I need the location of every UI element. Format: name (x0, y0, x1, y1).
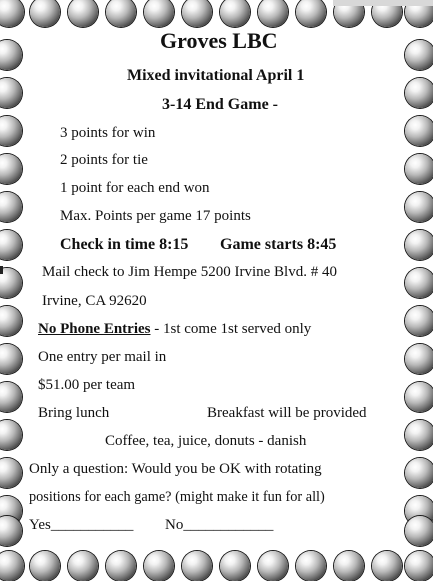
bowling-ball-icon (405, 344, 433, 374)
points-max: Max. Points per game 17 points (60, 208, 251, 224)
bowling-ball-icon (0, 116, 22, 146)
bowling-ball-icon (0, 230, 22, 260)
bowling-ball-icon (68, 551, 98, 581)
bowling-ball-icon (296, 551, 326, 581)
no-phone-entries: No Phone Entries (38, 321, 151, 337)
bowling-ball-icon (106, 551, 136, 581)
answer-yes: Yes___________ (29, 517, 134, 533)
bowling-ball-icon (405, 458, 433, 488)
question-line2: positions for each game? (might make it fun for all) (29, 489, 325, 505)
bowling-ball-icon (0, 516, 22, 546)
bowling-ball-icon (0, 154, 22, 184)
bowling-ball-icon (0, 78, 22, 108)
bring-lunch: Bring lunch (38, 405, 110, 421)
bowling-ball-icon (0, 268, 22, 298)
bowling-ball-icon (0, 192, 22, 222)
bowling-ball-icon (405, 40, 433, 70)
bowling-ball-icon (405, 306, 433, 336)
mail-address-line2: Irvine, CA 92620 (42, 293, 147, 309)
bowling-ball-icon (106, 0, 136, 27)
bowling-ball-icon (0, 458, 22, 488)
bowling-ball-icon (220, 0, 250, 27)
breakfast-menu: Coffee, tea, juice, donuts - danish (105, 433, 307, 449)
bowling-ball-icon (372, 551, 402, 581)
edge-mark (0, 266, 3, 274)
bowling-ball-icon (405, 192, 433, 222)
phone-entries-line (38, 320, 311, 338)
bowling-ball-icon (0, 420, 22, 450)
team-price: $51.00 per team (38, 377, 136, 393)
flyer-title: Groves LBC (160, 28, 278, 53)
bowling-ball-icon (258, 0, 288, 27)
bowling-ball-icon (405, 382, 433, 412)
bowling-ball-icon (0, 551, 24, 581)
bowling-ball-icon (405, 78, 433, 108)
bowling-ball-icon (220, 551, 250, 581)
flyer-subtitle: Mixed invitational April 1 (127, 67, 305, 84)
bowling-ball-icon (405, 154, 433, 184)
bowling-ball-icon (296, 0, 326, 27)
points-end: 1 point for each end won (60, 180, 210, 196)
bowling-ball-icon (0, 344, 22, 374)
bowling-ball-icon (258, 551, 288, 581)
breakfast-note: Breakfast will be provided (207, 405, 367, 421)
bowling-ball-icon (182, 0, 212, 27)
points-win: 3 points for win (60, 125, 156, 141)
first-come-note: - 1st come 1st served only (150, 321, 312, 337)
bowling-ball-icon (405, 268, 433, 298)
corner-strip (333, 0, 433, 6)
check-in-time: Check in time 8:15 (60, 236, 189, 253)
answer-no: No____________ (165, 517, 274, 533)
bowling-ball-icon (30, 0, 60, 27)
game-type: 3-14 End Game - (162, 96, 278, 113)
game-start-time: Game starts 8:45 (220, 236, 337, 253)
bowling-ball-icon (405, 516, 433, 546)
bowling-ball-icon (0, 40, 22, 70)
bowling-ball-icon (405, 116, 433, 146)
bowling-ball-icon (182, 551, 212, 581)
bowling-ball-icon (405, 551, 433, 581)
points-tie: 2 points for tie (60, 152, 148, 168)
bowling-ball-icon (0, 382, 22, 412)
one-entry: One entry per mail in (38, 349, 167, 365)
bowling-ball-icon (0, 306, 22, 336)
bowling-ball-icon (405, 420, 433, 450)
mail-address-line1: Mail check to Jim Hempe 5200 Irvine Blvd. # 40 (42, 264, 337, 280)
question-line1: Only a question: Would you be OK with rotating (29, 461, 322, 477)
bowling-ball-icon (68, 0, 98, 27)
bowling-ball-icon (0, 0, 24, 27)
bowling-ball-icon (405, 230, 433, 260)
bowling-ball-icon (144, 551, 174, 581)
bowling-ball-icon (144, 0, 174, 27)
bowling-ball-icon (334, 551, 364, 581)
bowling-ball-icon (30, 551, 60, 581)
